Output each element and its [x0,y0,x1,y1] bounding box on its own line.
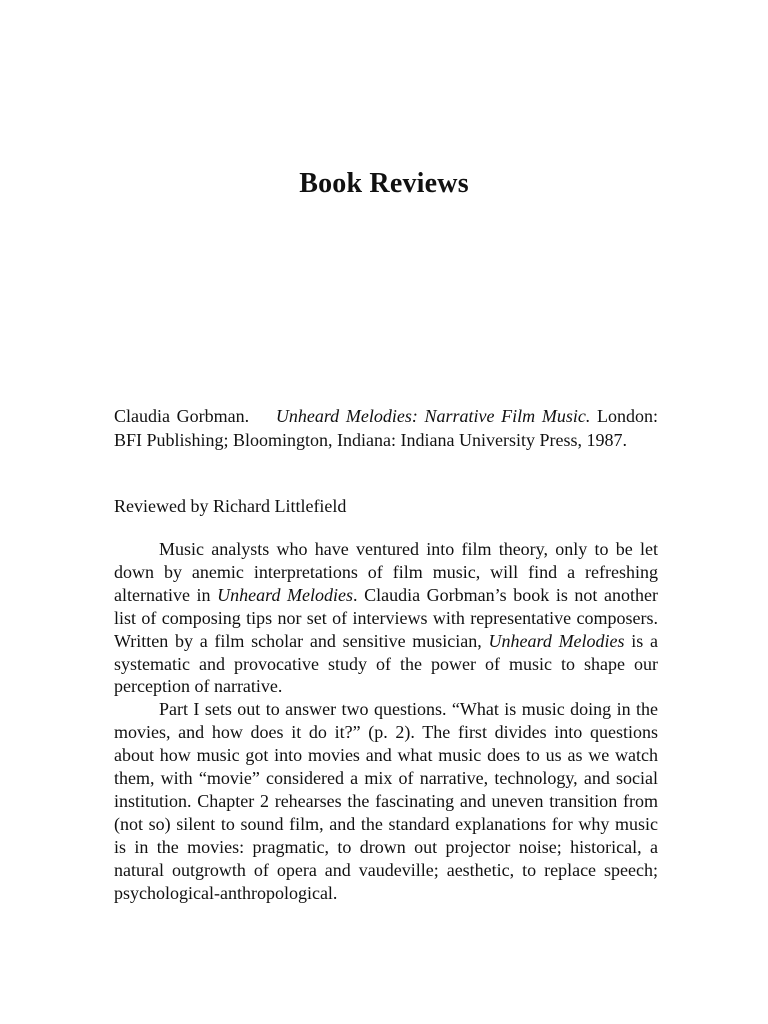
review-body [114,538,658,905]
paragraph-1-text-b: . Claudia Gorbman’s book is not another list of composing tips nor set of interviews with representative composers. Written by a film scholar and sensitive musician, [114,584,658,651]
paragraph-1-book-title-a: Unheard Melodies [217,584,354,605]
paragraph-1 [114,538,658,698]
paragraph-1-text-c: is a systematic and provocative study of the power of music to shape our perception of narrative. [114,630,659,697]
citation-book-title: Unheard Melodies: Narrative Film Music. [275,406,591,426]
reviewer-line: Reviewed by Richard Littlefield [114,496,347,516]
paragraph-1-text-a: Music analysts who have ventured into film theory, only to be let down by anemic interpretations of film music, will find a refreshing alternative in [114,539,658,605]
paragraph-1-book-title-b: Unheard Melodies [488,630,625,651]
book-citation [114,404,658,452]
citation-author: Claudia Gorbman. [114,406,250,426]
paragraph-2: Part I sets out to answer two questions. “What is music doing in the movies, and how does it do it?” (p. 2). The first divides into questions about how music got into movies and what music does to us as we watch them, with “movie” considered a mix of narrative, technology, and social institution. Chapter 2 rehearses the fascinating and uneven transition from (not so) silent to sound film, and the standard explanations for why music is in the movies: pragmatic, to drown out projector noise; historical, a natural outgrowth of opera and vaudeville; aesthetic, to replace speech; psychological-anthropological. [114,699,658,903]
page-title: Book Reviews [299,168,469,199]
citation-publication: London: BFI Publishing; Bloomington, Indiana: Indiana University Press, 1987. [114,406,659,450]
